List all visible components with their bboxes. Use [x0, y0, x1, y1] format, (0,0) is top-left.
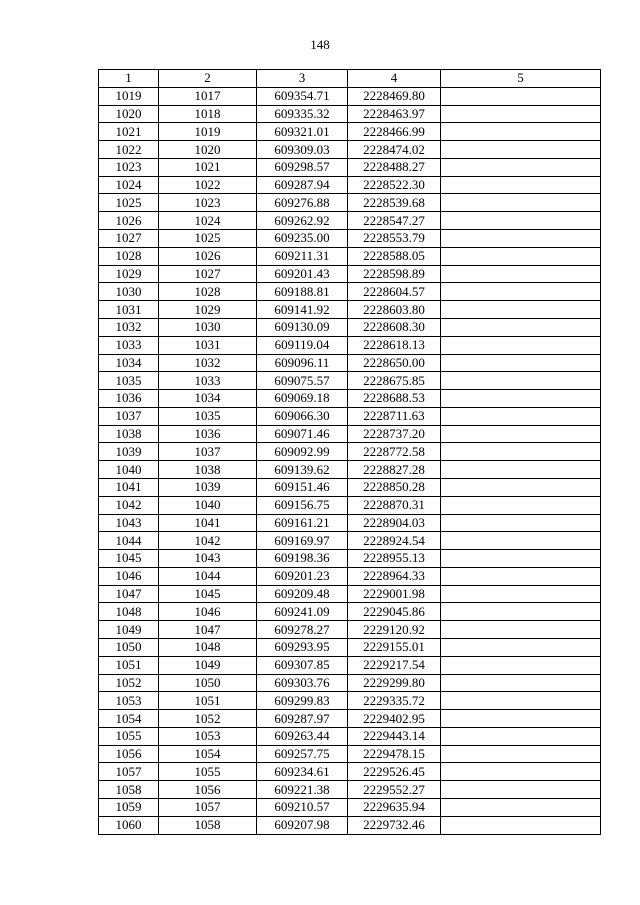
table-row [99, 265, 601, 283]
coordinate-x-cell: 609235.00 [257, 230, 348, 248]
previous-point-cell: 1030 [159, 318, 257, 336]
coordinate-x-cell: 609161.21 [257, 514, 348, 532]
coordinate-y-cell: 2228588.05 [348, 247, 441, 265]
coordinate-x-cell: 609139.62 [257, 461, 348, 479]
previous-point-cell: 1032 [159, 354, 257, 372]
note-cell [441, 318, 601, 336]
column-header-1: 1 [99, 70, 159, 88]
coordinate-x-cell: 609096.11 [257, 354, 348, 372]
note-cell [441, 123, 601, 141]
note-cell [441, 514, 601, 532]
table-row [99, 354, 601, 372]
note-cell [441, 532, 601, 550]
table-row [99, 141, 601, 159]
note-cell [441, 621, 601, 639]
table-row [99, 532, 601, 550]
previous-point-cell: 1038 [159, 461, 257, 479]
previous-point-cell: 1045 [159, 585, 257, 603]
table-body [99, 87, 601, 834]
table-row [99, 692, 601, 710]
point-number-cell: 1047 [99, 585, 159, 603]
table-row [99, 230, 601, 248]
note-cell [441, 496, 601, 514]
table-row [99, 550, 601, 568]
previous-point-cell: 1018 [159, 105, 257, 123]
point-number-cell: 1036 [99, 390, 159, 408]
table-row [99, 158, 601, 176]
table-row [99, 461, 601, 479]
previous-point-cell: 1027 [159, 265, 257, 283]
note-cell [441, 87, 601, 105]
table-row [99, 763, 601, 781]
coordinate-y-cell: 2229299.80 [348, 674, 441, 692]
coordinate-x-cell: 609201.23 [257, 567, 348, 585]
previous-point-cell: 1017 [159, 87, 257, 105]
point-number-cell: 1044 [99, 532, 159, 550]
coordinate-y-cell: 2228955.13 [348, 550, 441, 568]
coordinate-y-cell: 2228603.80 [348, 301, 441, 319]
coordinate-x-cell: 609321.01 [257, 123, 348, 141]
coordinate-y-cell: 2228675.85 [348, 372, 441, 390]
note-cell [441, 710, 601, 728]
note-cell [441, 212, 601, 230]
page-number: 148 [310, 37, 330, 52]
note-cell [441, 585, 601, 603]
previous-point-cell: 1057 [159, 799, 257, 817]
previous-point-cell: 1051 [159, 692, 257, 710]
coordinate-y-cell: 2228522.30 [348, 176, 441, 194]
previous-point-cell: 1042 [159, 532, 257, 550]
coordinate-y-cell: 2229443.14 [348, 727, 441, 745]
note-cell [441, 656, 601, 674]
coordinate-y-cell: 2229732.46 [348, 816, 441, 834]
coordinate-x-cell: 609130.09 [257, 318, 348, 336]
table-row [99, 390, 601, 408]
coordinate-x-cell: 609066.30 [257, 407, 348, 425]
previous-point-cell: 1053 [159, 727, 257, 745]
table-row [99, 745, 601, 763]
coordinate-x-cell: 609119.04 [257, 336, 348, 354]
note-cell [441, 567, 601, 585]
previous-point-cell: 1036 [159, 425, 257, 443]
previous-point-cell: 1034 [159, 390, 257, 408]
coordinate-y-cell: 2228604.57 [348, 283, 441, 301]
note-cell [441, 692, 601, 710]
coordinate-y-cell: 2228466.99 [348, 123, 441, 141]
coordinate-y-cell: 2229635.94 [348, 799, 441, 817]
coordinate-y-cell: 2228463.97 [348, 105, 441, 123]
table-row [99, 585, 601, 603]
point-number-cell: 1019 [99, 87, 159, 105]
coordinate-y-cell: 2229217.54 [348, 656, 441, 674]
note-cell [441, 478, 601, 496]
point-number-cell: 1023 [99, 158, 159, 176]
previous-point-cell: 1055 [159, 763, 257, 781]
previous-point-cell: 1021 [159, 158, 257, 176]
table-row [99, 407, 601, 425]
previous-point-cell: 1043 [159, 550, 257, 568]
table-row [99, 478, 601, 496]
previous-point-cell: 1048 [159, 639, 257, 657]
table-row [99, 105, 601, 123]
point-number-cell: 1025 [99, 194, 159, 212]
coordinate-x-cell: 609262.92 [257, 212, 348, 230]
previous-point-cell: 1054 [159, 745, 257, 763]
point-number-cell: 1049 [99, 621, 159, 639]
point-number-cell: 1058 [99, 781, 159, 799]
column-header-2: 2 [159, 70, 257, 88]
coordinate-x-cell: 609211.31 [257, 247, 348, 265]
table-row [99, 123, 601, 141]
point-number-cell: 1032 [99, 318, 159, 336]
coordinate-y-cell: 2228608.30 [348, 318, 441, 336]
note-cell [441, 105, 601, 123]
coordinate-x-cell: 609335.32 [257, 105, 348, 123]
coordinate-y-cell: 2228474.02 [348, 141, 441, 159]
table-row [99, 87, 601, 105]
point-number-cell: 1029 [99, 265, 159, 283]
coordinate-y-cell: 2229526.45 [348, 763, 441, 781]
table-row [99, 194, 601, 212]
point-number-cell: 1046 [99, 567, 159, 585]
note-cell [441, 354, 601, 372]
coordinate-x-cell: 609221.38 [257, 781, 348, 799]
point-number-cell: 1050 [99, 639, 159, 657]
coordinate-y-cell: 2228539.68 [348, 194, 441, 212]
coordinate-y-cell: 2228711.63 [348, 407, 441, 425]
table-row [99, 301, 601, 319]
coordinate-y-cell: 2229402.95 [348, 710, 441, 728]
coordinate-y-cell: 2228618.13 [348, 336, 441, 354]
coordinate-x-cell: 609141.92 [257, 301, 348, 319]
note-cell [441, 603, 601, 621]
point-number-cell: 1057 [99, 763, 159, 781]
table-row [99, 603, 601, 621]
coordinate-x-cell: 609263.44 [257, 727, 348, 745]
coordinate-y-cell: 2228904.03 [348, 514, 441, 532]
coordinate-y-cell: 2229155.01 [348, 639, 441, 657]
coordinates-table [98, 69, 601, 835]
previous-point-cell: 1037 [159, 443, 257, 461]
point-number-cell: 1041 [99, 478, 159, 496]
previous-point-cell: 1047 [159, 621, 257, 639]
table-row [99, 247, 601, 265]
point-number-cell: 1039 [99, 443, 159, 461]
table-row [99, 710, 601, 728]
note-cell [441, 158, 601, 176]
coordinate-y-cell: 2229335.72 [348, 692, 441, 710]
coordinate-x-cell: 609293.95 [257, 639, 348, 657]
coordinate-x-cell: 609287.97 [257, 710, 348, 728]
table-row [99, 674, 601, 692]
point-number-cell: 1052 [99, 674, 159, 692]
coordinate-x-cell: 609075.57 [257, 372, 348, 390]
column-header-4: 4 [348, 70, 441, 88]
note-cell [441, 230, 601, 248]
coordinate-x-cell: 609354.71 [257, 87, 348, 105]
point-number-cell: 1037 [99, 407, 159, 425]
note-cell [441, 639, 601, 657]
previous-point-cell: 1041 [159, 514, 257, 532]
point-number-cell: 1045 [99, 550, 159, 568]
coordinate-y-cell: 2229478.15 [348, 745, 441, 763]
coordinate-x-cell: 609209.48 [257, 585, 348, 603]
table-row [99, 621, 601, 639]
coordinate-y-cell: 2229045.86 [348, 603, 441, 621]
coordinate-y-cell: 2228870.31 [348, 496, 441, 514]
coordinate-y-cell: 2228469.80 [348, 87, 441, 105]
coordinate-x-cell: 609241.09 [257, 603, 348, 621]
previous-point-cell: 1039 [159, 478, 257, 496]
point-number-cell: 1051 [99, 656, 159, 674]
previous-point-cell: 1025 [159, 230, 257, 248]
note-cell [441, 799, 601, 817]
note-cell [441, 336, 601, 354]
table-row [99, 799, 601, 817]
coordinate-y-cell: 2228924.54 [348, 532, 441, 550]
note-cell [441, 141, 601, 159]
point-number-cell: 1059 [99, 799, 159, 817]
table-row [99, 425, 601, 443]
note-cell [441, 461, 601, 479]
point-number-cell: 1042 [99, 496, 159, 514]
table-row [99, 639, 601, 657]
coordinate-x-cell: 609071.46 [257, 425, 348, 443]
note-cell [441, 443, 601, 461]
table-row [99, 443, 601, 461]
coordinate-y-cell: 2228598.89 [348, 265, 441, 283]
previous-point-cell: 1026 [159, 247, 257, 265]
note-cell [441, 745, 601, 763]
coordinate-x-cell: 609188.81 [257, 283, 348, 301]
previous-point-cell: 1029 [159, 301, 257, 319]
note-cell [441, 763, 601, 781]
previous-point-cell: 1024 [159, 212, 257, 230]
coordinate-x-cell: 609278.27 [257, 621, 348, 639]
point-number-cell: 1031 [99, 301, 159, 319]
table-row [99, 176, 601, 194]
point-number-cell: 1054 [99, 710, 159, 728]
coordinate-x-cell: 609151.46 [257, 478, 348, 496]
point-number-cell: 1040 [99, 461, 159, 479]
point-number-cell: 1020 [99, 105, 159, 123]
point-number-cell: 1053 [99, 692, 159, 710]
coordinate-y-cell: 2228488.27 [348, 158, 441, 176]
point-number-cell: 1055 [99, 727, 159, 745]
table-row [99, 496, 601, 514]
previous-point-cell: 1044 [159, 567, 257, 585]
note-cell [441, 283, 601, 301]
previous-point-cell: 1033 [159, 372, 257, 390]
point-number-cell: 1048 [99, 603, 159, 621]
column-header-5: 5 [441, 70, 601, 88]
table-row [99, 212, 601, 230]
previous-point-cell: 1023 [159, 194, 257, 212]
point-number-cell: 1060 [99, 816, 159, 834]
table-row [99, 816, 601, 834]
point-number-cell: 1027 [99, 230, 159, 248]
point-number-cell: 1021 [99, 123, 159, 141]
table-row [99, 336, 601, 354]
coordinate-x-cell: 609207.98 [257, 816, 348, 834]
coordinate-x-cell: 609234.61 [257, 763, 348, 781]
table-row [99, 656, 601, 674]
note-cell [441, 816, 601, 834]
note-cell [441, 265, 601, 283]
coordinate-y-cell: 2228650.00 [348, 354, 441, 372]
previous-point-cell: 1040 [159, 496, 257, 514]
coordinate-x-cell: 609210.57 [257, 799, 348, 817]
point-number-cell: 1022 [99, 141, 159, 159]
point-number-cell: 1028 [99, 247, 159, 265]
point-number-cell: 1038 [99, 425, 159, 443]
previous-point-cell: 1058 [159, 816, 257, 834]
previous-point-cell: 1046 [159, 603, 257, 621]
point-number-cell: 1043 [99, 514, 159, 532]
coordinate-x-cell: 609069.18 [257, 390, 348, 408]
note-cell [441, 674, 601, 692]
coordinate-y-cell: 2229120.92 [348, 621, 441, 639]
table-row [99, 283, 601, 301]
table-row [99, 318, 601, 336]
coordinate-y-cell: 2228827.28 [348, 461, 441, 479]
note-cell [441, 407, 601, 425]
column-header-3: 3 [257, 70, 348, 88]
note-cell [441, 425, 601, 443]
previous-point-cell: 1028 [159, 283, 257, 301]
note-cell [441, 301, 601, 319]
point-number-cell: 1024 [99, 176, 159, 194]
coordinate-x-cell: 609092.99 [257, 443, 348, 461]
point-number-cell: 1030 [99, 283, 159, 301]
coordinate-x-cell: 609169.97 [257, 532, 348, 550]
table-row [99, 567, 601, 585]
coordinate-y-cell: 2228553.79 [348, 230, 441, 248]
table-row [99, 727, 601, 745]
previous-point-cell: 1019 [159, 123, 257, 141]
point-number-cell: 1056 [99, 745, 159, 763]
previous-point-cell: 1022 [159, 176, 257, 194]
coordinate-x-cell: 609307.85 [257, 656, 348, 674]
coordinate-x-cell: 609287.94 [257, 176, 348, 194]
note-cell [441, 390, 601, 408]
point-number-cell: 1035 [99, 372, 159, 390]
point-number-cell: 1033 [99, 336, 159, 354]
previous-point-cell: 1049 [159, 656, 257, 674]
coordinate-x-cell: 609201.43 [257, 265, 348, 283]
coordinate-y-cell: 2228772.58 [348, 443, 441, 461]
note-cell [441, 781, 601, 799]
coordinate-y-cell: 2228737.20 [348, 425, 441, 443]
coordinate-y-cell: 2228547.27 [348, 212, 441, 230]
coordinate-y-cell: 2229552.27 [348, 781, 441, 799]
coordinate-x-cell: 609303.76 [257, 674, 348, 692]
coordinate-x-cell: 609156.75 [257, 496, 348, 514]
coordinate-x-cell: 609309.03 [257, 141, 348, 159]
note-cell [441, 550, 601, 568]
point-number-cell: 1034 [99, 354, 159, 372]
previous-point-cell: 1050 [159, 674, 257, 692]
point-number-cell: 1026 [99, 212, 159, 230]
note-cell [441, 194, 601, 212]
coordinate-x-cell: 609198.36 [257, 550, 348, 568]
coordinate-y-cell: 2229001.98 [348, 585, 441, 603]
previous-point-cell: 1031 [159, 336, 257, 354]
note-cell [441, 372, 601, 390]
table-row [99, 514, 601, 532]
coordinate-y-cell: 2228688.53 [348, 390, 441, 408]
coordinate-y-cell: 2228964.33 [348, 567, 441, 585]
previous-point-cell: 1052 [159, 710, 257, 728]
previous-point-cell: 1020 [159, 141, 257, 159]
note-cell [441, 247, 601, 265]
previous-point-cell: 1035 [159, 407, 257, 425]
coordinate-x-cell: 609299.83 [257, 692, 348, 710]
coordinate-y-cell: 2228850.28 [348, 478, 441, 496]
table-header-row [99, 70, 601, 88]
coordinate-x-cell: 609257.75 [257, 745, 348, 763]
note-cell [441, 727, 601, 745]
table-row [99, 372, 601, 390]
coordinate-x-cell: 609276.88 [257, 194, 348, 212]
previous-point-cell: 1056 [159, 781, 257, 799]
coordinate-x-cell: 609298.57 [257, 158, 348, 176]
table-row [99, 781, 601, 799]
note-cell [441, 176, 601, 194]
